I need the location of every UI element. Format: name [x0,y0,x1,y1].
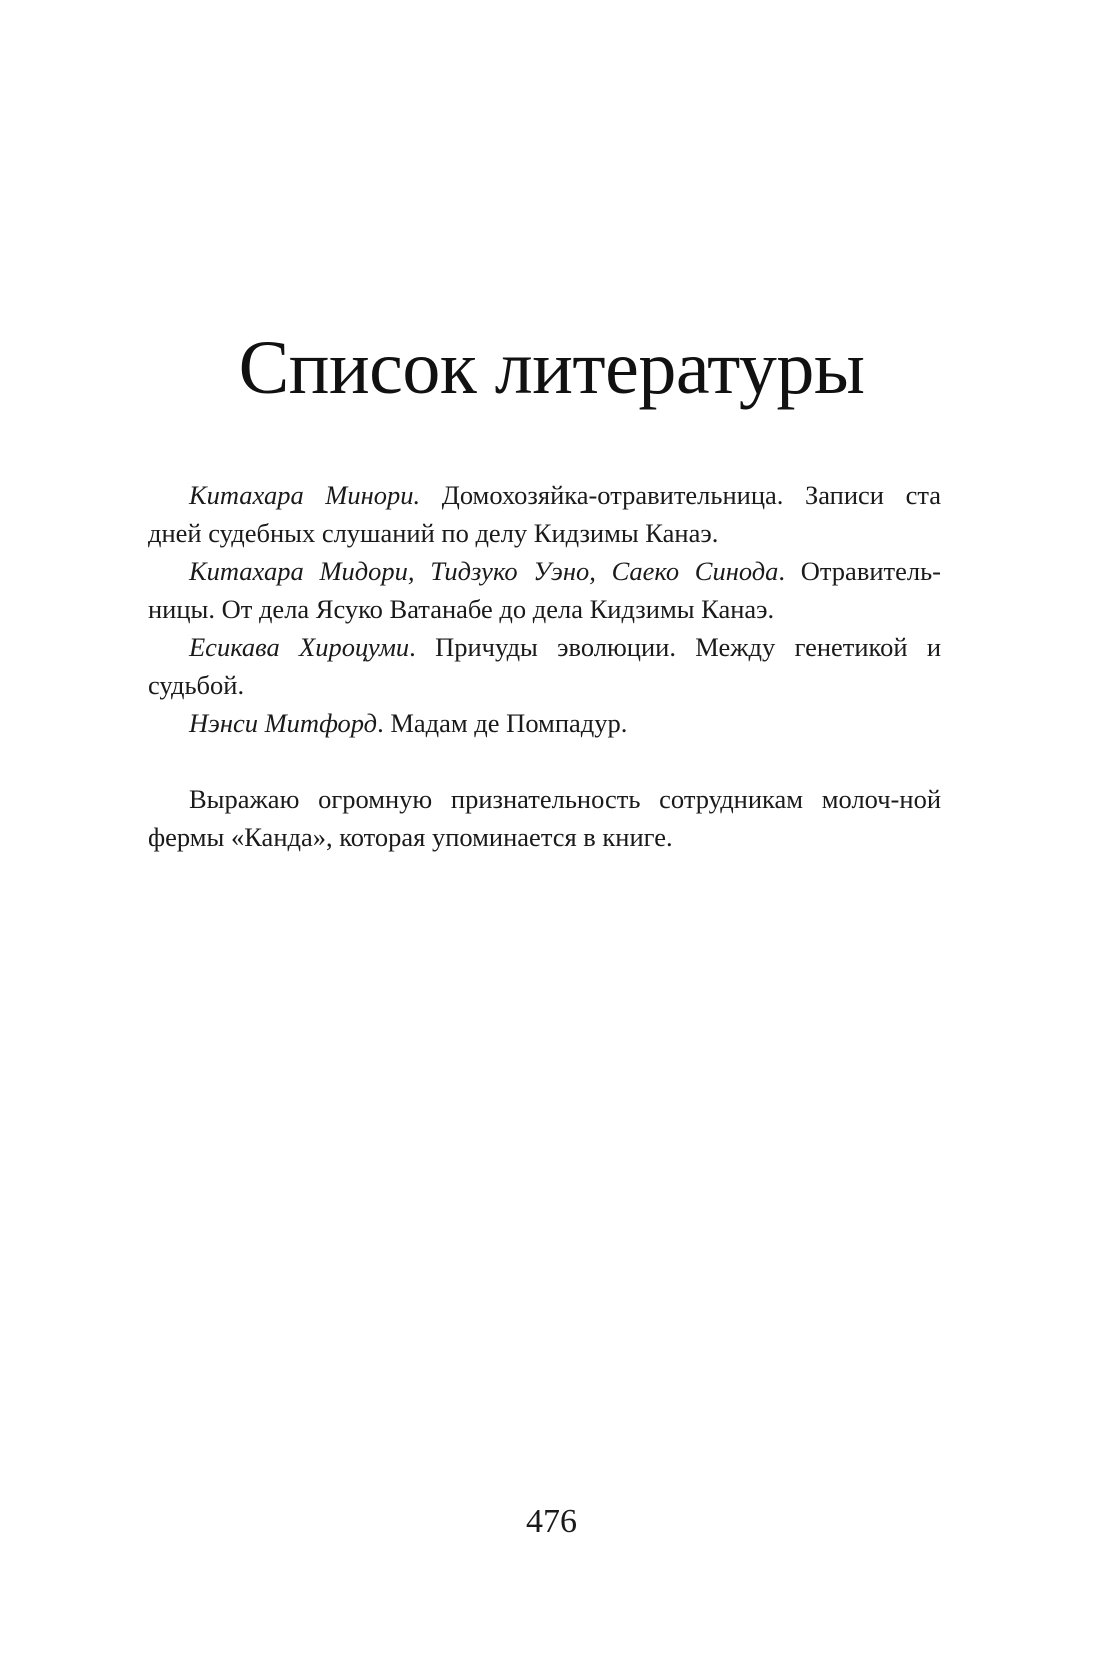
bibliography-entry-3 [148,628,941,704]
bibliography-author-period: . [413,480,421,510]
bibliography-entry-1 [148,476,941,552]
bibliography-author: Китахара Мидори, Тидзуко Уэно, Саеко Синода [189,556,779,586]
bibliography-author: Китахара Минори [189,480,414,510]
bibliography-author: Есикава Хироцуми [189,632,410,662]
page-number: 476 [526,1503,577,1540]
acknowledgement-paragraph: Выражаю огромную признательность сотрудникам молоч-ной фермы «Канда», которая упоминается в книге. [148,784,941,852]
bibliography-entry-2 [148,552,941,628]
page-title: Список литературы [238,326,865,410]
bibliography-author: Нэнси Митфорд [189,708,378,738]
bibliography-work: Домохозяйка-отравительница. Записи ста дней судебных слушаний по делу Кидзимы Канаэ. [148,480,941,548]
bibliography-work: . Мадам де Помпадур. [377,708,628,738]
bibliography-work: . Отравитель-ницы. От дела Ясуко Ватанабе до дела Кидзимы Канаэ. [148,556,941,624]
bibliography-entry-4 [148,704,941,742]
bibliography-work: . Причуды эволюции. Между генетикой и судьбой. [148,632,942,700]
page-body [148,476,941,856]
